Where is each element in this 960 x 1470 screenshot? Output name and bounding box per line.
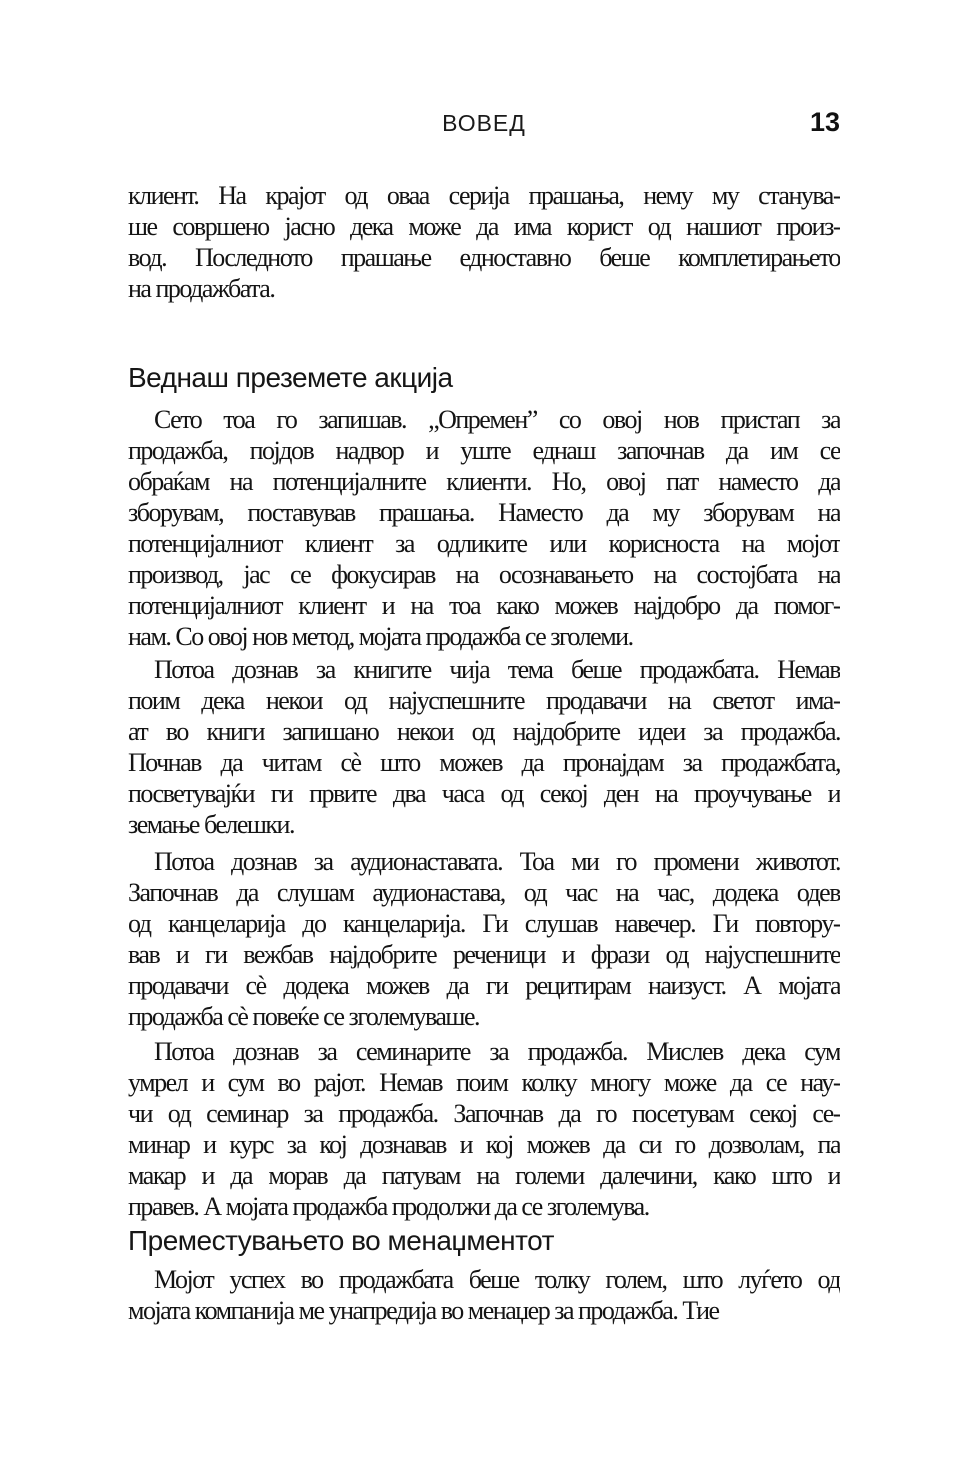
text-line: производ, јас се фокусирав на осознавањето на состојбата на [128, 560, 840, 589]
text-line: на продажбата. [128, 274, 275, 303]
text-line: правев. А мојата продажба продолжи да се зголемува. [128, 1192, 649, 1221]
text-line: потенцијалниот клиент за одликите или корисноста на мојот [128, 529, 840, 558]
paragraph [128, 180, 840, 304]
text-line: од канцеларија до канцеларија. Ги слушав навечер. Ги повтору- [128, 909, 840, 938]
text-line: Започнав да слушам аудионастава, од час на час, додека одев [128, 878, 840, 907]
paragraph [128, 1036, 840, 1222]
text-line: потенцијалниот клиент и на тоа како можев најдобро да помог- [128, 591, 840, 620]
text-line: клиент. На крајот од оваа серија прашања, нему му станува- [128, 181, 840, 210]
text-line: Потоа дознав за книгите чија тема беше продажбата. Немав [154, 655, 840, 684]
page-number: 13 [809, 107, 840, 137]
text-line: мојата компанија ме унапредија во менаџер за продажба. Тие [128, 1296, 719, 1325]
paragraph [128, 404, 840, 652]
text-line: ат во книги запишано некои од најдобрите идеи за продажба. [128, 717, 840, 746]
text-line: ше совршено јасно дека може да има корист од нашиот произ- [128, 212, 840, 241]
text-block [128, 0, 840, 1326]
text-line: умрел и сум во рајот. Немав поим колку многу може да се нау- [128, 1068, 840, 1097]
page-body [128, 180, 840, 1326]
paragraph [128, 654, 840, 840]
text-line: земање белешки. [128, 810, 294, 839]
running-header-title: ВОВЕД [442, 110, 526, 136]
text-line: нам. Со овој нов метод, мојата продажба се зголеми. [128, 622, 633, 651]
text-line: продажба, појдов надвор и уште еднаш започнав да им се [128, 436, 840, 465]
page-header [128, 107, 840, 137]
text-line: вав и ги вежбав најдобрите реченици и фрази од најуспешните [128, 940, 840, 969]
text-line: зборувам, поставував прашања. Наместо да му зборувам на [128, 498, 840, 527]
text-line: обраќам на потенцијалните клиенти. Но, овој пат наместо да [128, 467, 840, 496]
text-line: продажба сѐ повеќе се зголемуваше. [128, 1002, 479, 1031]
text-line: Сето тоа го запишав. „Опремен” со овој нов пристап за [154, 405, 840, 434]
section-heading: Веднаш преземете акција [128, 362, 453, 393]
text-line: Потоа дознав за аудионаставата. Тоа ми го промени животот. [154, 847, 840, 876]
text-line: Потоа дознав за семинарите за продажба. Мислев дека сум [154, 1037, 840, 1066]
text-line: посветувајќи ги првите два часа од секој ден на проучување и [128, 779, 840, 808]
text-line: вод. Последното прашање едноставно беше комплетирањето [128, 243, 840, 272]
text-line: поим дека некои од најуспешните продавачи на светот има- [128, 686, 840, 715]
paragraph [128, 846, 840, 1032]
text-line: макар и да морав да патувам на големи далечини, како што и [128, 1161, 840, 1190]
text-line: Мојот успех во продажбата беше толку голем, што луѓето од [154, 1265, 840, 1294]
text-line: минар и курс за кој дознавав и кој можев да си го дозволам, па [128, 1130, 840, 1159]
text-line: Почнав да читам сѐ што можев да пронајдам за продажбата, [128, 748, 840, 777]
text-line: чи од семинар за продажба. Започнав да го посетувам секој се- [128, 1099, 840, 1128]
section-heading: Преместувањето во менаџментот [128, 1225, 554, 1256]
text-line: продавачи сѐ додека можев да ги рецитирам наизуст. А мојата [128, 971, 840, 1000]
paragraph [128, 1264, 840, 1326]
